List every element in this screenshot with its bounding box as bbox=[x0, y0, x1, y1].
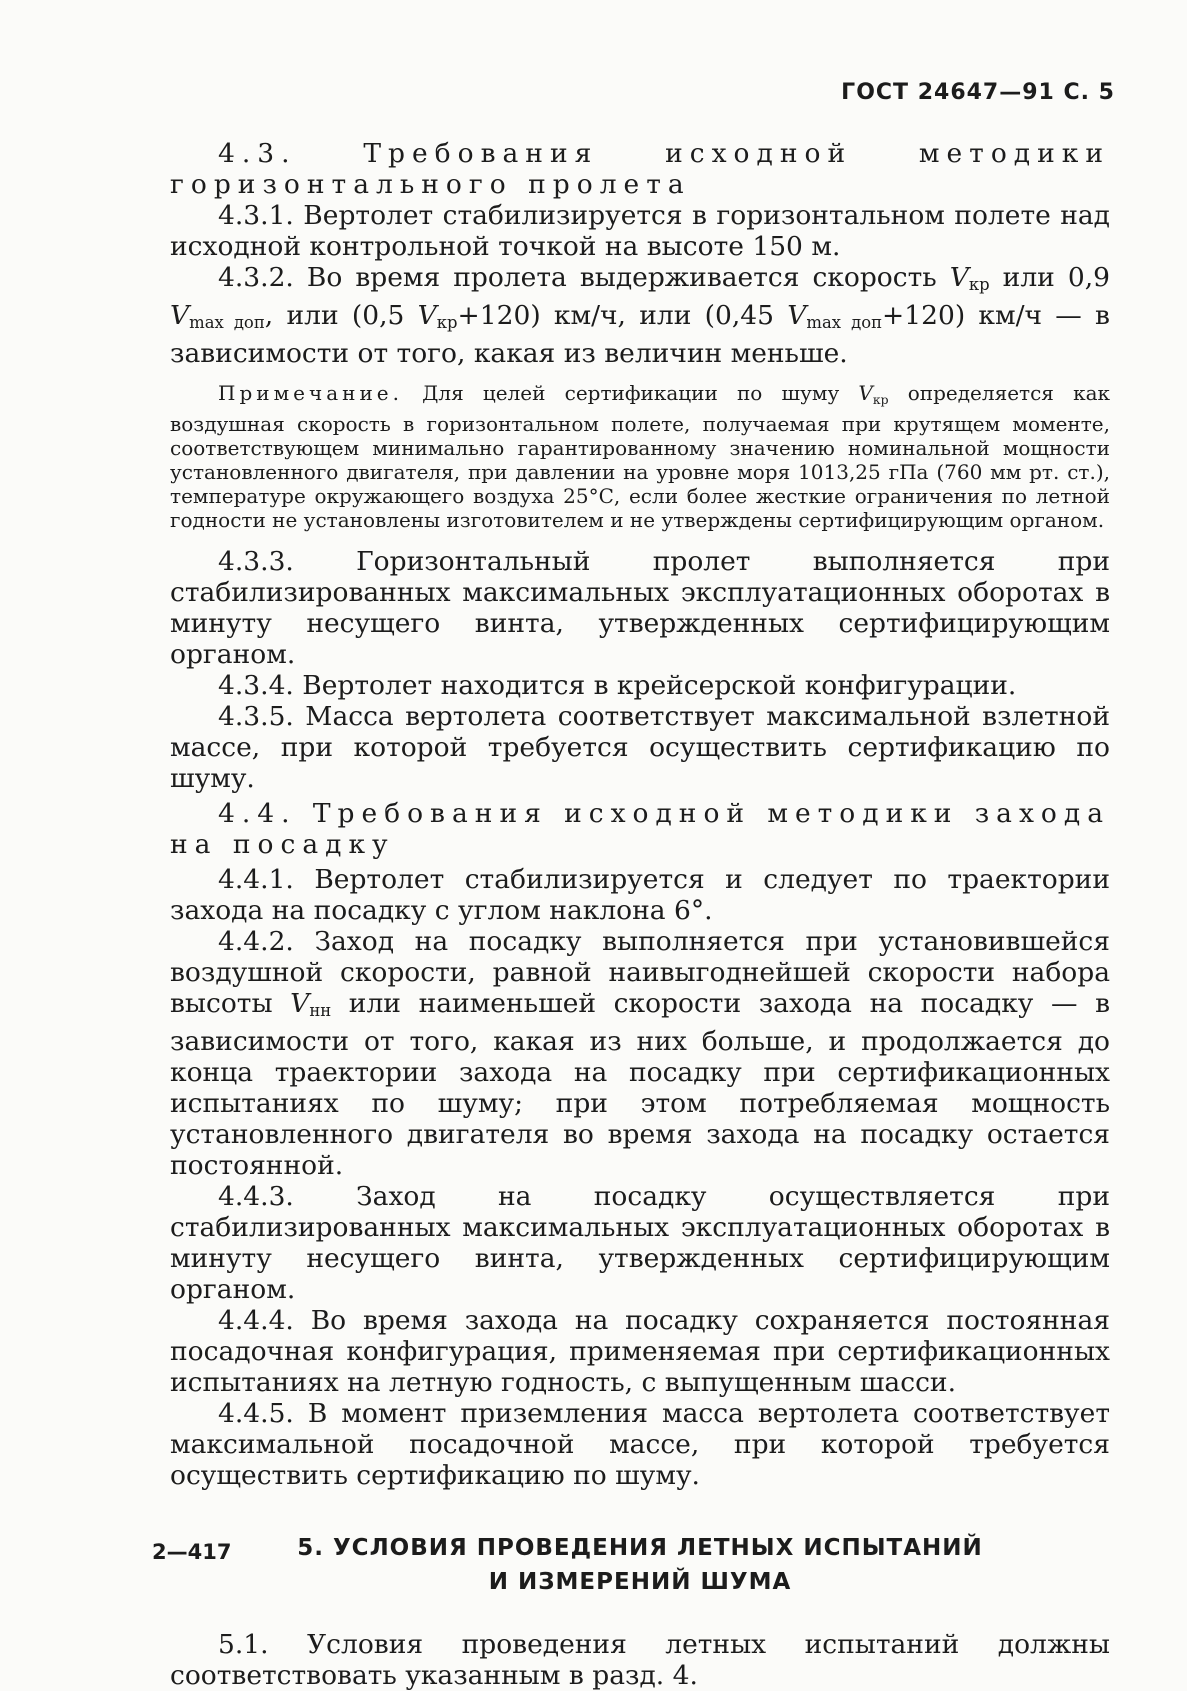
text-run: определяется как воздушная скорость в горизонтальном полете, получаемая при крутящем моменте, соответствующем минимально гарантированному значению номинальной мощности установленного двигателя, при давлении на уровне моря 1013,25 гПа (760 мм рт. ст.), температуре окружающего воздуха 25°С, если более жесткие ограничения по летной годности не установлены изготовителем и не утверждены сертифицирующим органом. bbox=[170, 381, 1111, 532]
paragraph-4-3-2 bbox=[170, 262, 1110, 369]
text-run: или 0,9 bbox=[989, 262, 1110, 293]
subscript: нн bbox=[309, 1001, 332, 1020]
paragraph-4-3-1: 4.3.1. Вертолет стабилизируется в горизонтальном полете над исходной контрольной точкой на высоте 150 м. bbox=[170, 200, 1110, 262]
section-heading-4-4: 4.4. Требования исходной методики захода на посадку bbox=[170, 798, 1110, 860]
text-run: +120) км/ч, или (0,45 bbox=[457, 300, 788, 331]
paragraph-4-3-5: 4.3.5. Масса вертолета соответствует максимальной взлетной массе, при которой требуется осуществить сертификацию по шуму. bbox=[170, 701, 1110, 794]
page-header: ГОСТ 24647—91 С. 5 bbox=[841, 80, 1115, 105]
text-run: , или (0,5 bbox=[264, 300, 418, 331]
paragraph-4-3-4: 4.3.4. Вертолет находится в крейсерской конфигурации. bbox=[218, 670, 1017, 701]
note bbox=[170, 381, 1110, 532]
document-body bbox=[170, 138, 1110, 1691]
symbol: V bbox=[949, 262, 969, 293]
symbol: V bbox=[170, 300, 190, 331]
text-run: или наименьшей скорости захода на посадку — в зависимости от того, какая из них больше, и продолжается до конца траектории захода на посадку при сертификационных испытаниях по шуму; при этом потребляемая мощность установленного двигателя во время захода на посадку остается постоянной. bbox=[170, 988, 1111, 1181]
note-label: Примечание. bbox=[218, 381, 403, 405]
paragraph-5-1: 5.1. Условия проведения летных испытаний должны соответствовать указанным в разд. 4. bbox=[170, 1629, 1110, 1691]
title-line: 5. УСЛОВИЯ ПРОВЕДЕНИЯ ЛЕТНЫХ ИСПЫТАНИЙ bbox=[297, 1535, 983, 1561]
subscript: кр bbox=[436, 313, 458, 332]
paragraph-4-4-5: 4.4.5. В момент приземления масса вертолета соответствует максимальной посадочной массе, при которой требуется осуществить сертификацию по шуму. bbox=[170, 1398, 1110, 1491]
text-run: +120) км/ч — в зависимости от того, какая из величин меньше. bbox=[170, 300, 1110, 369]
subscript: кр bbox=[968, 275, 990, 294]
subscript: max доп bbox=[189, 313, 265, 332]
symbol: V bbox=[417, 300, 437, 331]
symbol: V bbox=[787, 300, 807, 331]
title-line: И ИЗМЕРЕНИЙ ШУМА bbox=[488, 1569, 792, 1595]
text-run: 4.3.2. Во время пролета выдерживается скорость bbox=[218, 262, 950, 293]
page-footer-code: 2—417 bbox=[152, 1540, 232, 1564]
symbol: V bbox=[290, 988, 310, 1019]
section-5-title bbox=[170, 1531, 1110, 1599]
symbol: V bbox=[858, 381, 873, 405]
text-run: Для целей сертификации по шуму bbox=[402, 381, 859, 405]
paragraph-4-4-3: 4.4.3. Заход на посадку осуществляется при стабилизированных максимальных эксплуатационных оборотах в минуту несущего винта, утвержденных сертифицирующим органом. bbox=[170, 1181, 1110, 1305]
paragraph-4-4-2 bbox=[170, 926, 1110, 1181]
paragraph-4-4-4: 4.4.4. Во время захода на посадку сохраняется постоянная посадочная конфигурация, применяемая при сертификационных испытаниях на летную годность, с выпущенным шасси. bbox=[170, 1305, 1110, 1398]
paragraph-4-3-3: 4.3.3. Горизонтальный пролет выполняется при стабилизированных максимальных эксплуатационных оборотах в минуту несущего винта, утвержденных сертифицирующим органом. bbox=[170, 546, 1110, 670]
subscript: max доп bbox=[806, 313, 883, 332]
section-heading-4-3: 4.3. Требования исходной методики горизонтального пролета bbox=[170, 138, 1110, 200]
subscript: кр bbox=[872, 392, 889, 407]
text-run: 4.4.2. Заход на посадку выполняется при установившейся воздушной скорости, равной наивыгоднейшей скорости набора высоты bbox=[170, 926, 1110, 1019]
paragraph-4-4-1: 4.4.1. Вертолет стабилизируется и следует по траектории захода на посадку с углом наклона 6°. bbox=[170, 864, 1110, 926]
